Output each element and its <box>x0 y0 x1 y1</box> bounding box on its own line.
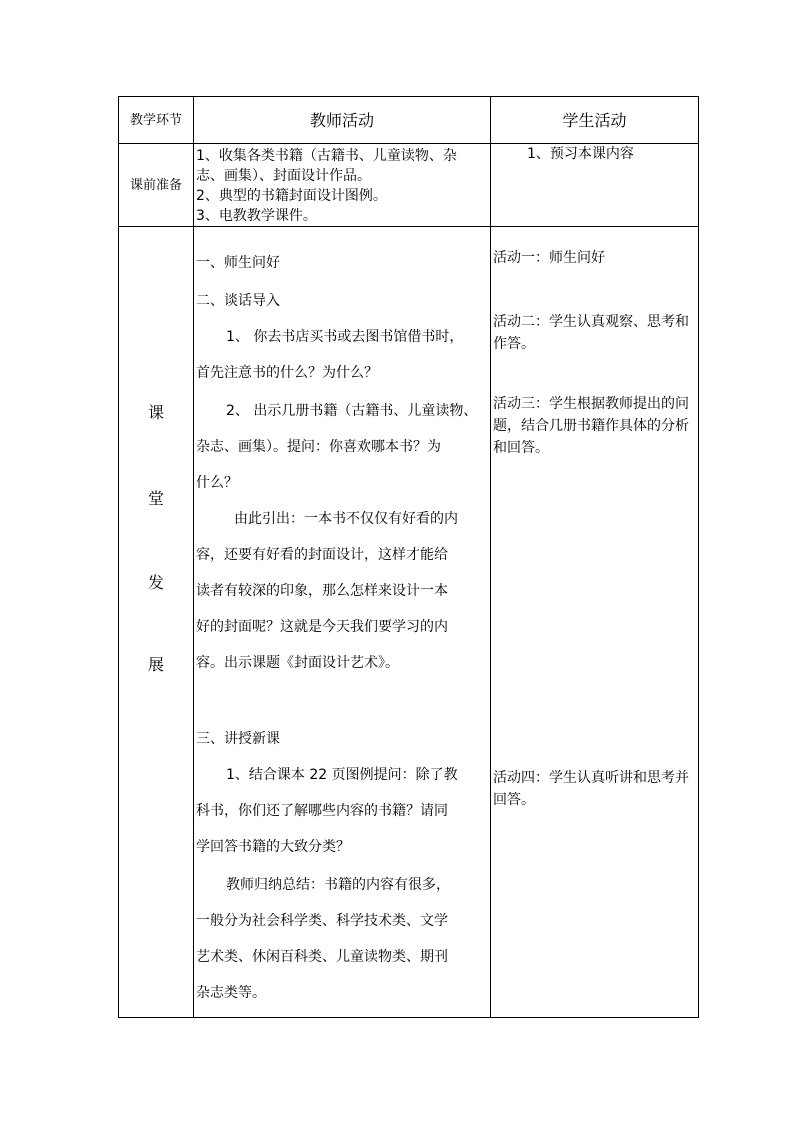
paragraph-line: 读者有较深的印象，那么怎样来设计一本 <box>196 583 448 599</box>
section-title: 三、讲授新课 <box>196 731 280 747</box>
main-label-char: 展 <box>147 655 164 674</box>
main-label-char: 发 <box>147 573 164 592</box>
paragraph-line: 1、结合课本 22 页图例提问：除了教 <box>226 767 458 783</box>
paragraph-line: 教师归纳总结：书籍的内容有很多， <box>226 877 450 893</box>
header-student-activity: 学生活动 <box>491 97 699 144</box>
lesson-plan-table <box>118 96 699 1018</box>
prep-teacher-line: 1、收集各类书籍（古籍书、儿童读物、杂 <box>196 148 457 164</box>
header-stage: 教学环节 <box>119 97 194 144</box>
paragraph-line: 首先注意书的什么？为什么？ <box>196 365 378 381</box>
main-row <box>119 227 699 1018</box>
paragraph-line: 由此引出：一本书不仅仅有好看的内 <box>234 511 458 527</box>
prep-teacher-line: 2、典型的书籍封面设计图例。 <box>196 188 387 204</box>
main-teacher-cell <box>194 227 491 1018</box>
main-label-char: 堂 <box>147 489 164 508</box>
paragraph-line: 什么？ <box>196 475 238 491</box>
student-activity-4: 活动四：学生认真听讲和思考并回答。 <box>493 770 689 808</box>
main-student-cell <box>491 227 699 1018</box>
prep-label: 课前准备 <box>119 144 194 227</box>
paragraph-line: 杂志、画集）。提问：你喜欢哪本书？为 <box>196 439 441 455</box>
main-label-char: 课 <box>147 403 164 422</box>
section-title: 二、谈话导入 <box>196 293 280 309</box>
prep-student-cell <box>491 144 699 227</box>
paragraph-line: 好的封面呢？这就是今天我们要学习的内 <box>196 619 448 635</box>
header-teacher-activity: 教师活动 <box>194 97 491 144</box>
prep-teacher-line: 3、电教教学课件。 <box>196 208 317 224</box>
paragraph-line: 2、 出示几册书籍（古籍书、儿童读物、 <box>226 403 478 419</box>
paragraph-line: 杂志类等。 <box>196 985 266 1001</box>
paragraph-line: 容，还要有好看的封面设计，这样才能给 <box>196 547 448 563</box>
section-title: 一、师生问好 <box>196 255 280 271</box>
prep-teacher-line: 志、画集）、封面设计作品。 <box>196 168 371 184</box>
prep-student-text: 1、预习本课内容 <box>527 146 634 162</box>
paragraph-line: 学回答书籍的大致分类？ <box>196 839 350 855</box>
paragraph-line: 一般分为社会科学类、科学技术类、文学 <box>196 913 448 929</box>
student-activity-3: 活动三：学生根据教师提出的问题，结合几册书籍作具体的分析和回答。 <box>493 396 689 456</box>
header-row <box>119 97 699 144</box>
student-activity-2: 活动二：学生认真观察、思考和作答。 <box>493 314 689 352</box>
main-label-cell <box>119 227 194 1018</box>
prep-row <box>119 144 699 227</box>
paragraph-line: 容。出示课题《封面设计艺术》。 <box>196 655 399 671</box>
paragraph-line: 科书，你们还了解哪些内容的书籍？请同 <box>196 803 448 819</box>
paragraph-line: 艺术类、休闲百科类、儿童读物类、期刊 <box>196 949 448 965</box>
paragraph-line: 1、 你去书店买书或去图书馆借书时， <box>226 329 464 345</box>
prep-teacher-cell <box>194 144 491 227</box>
student-activity-1: 活动一：师生问好 <box>493 250 605 266</box>
